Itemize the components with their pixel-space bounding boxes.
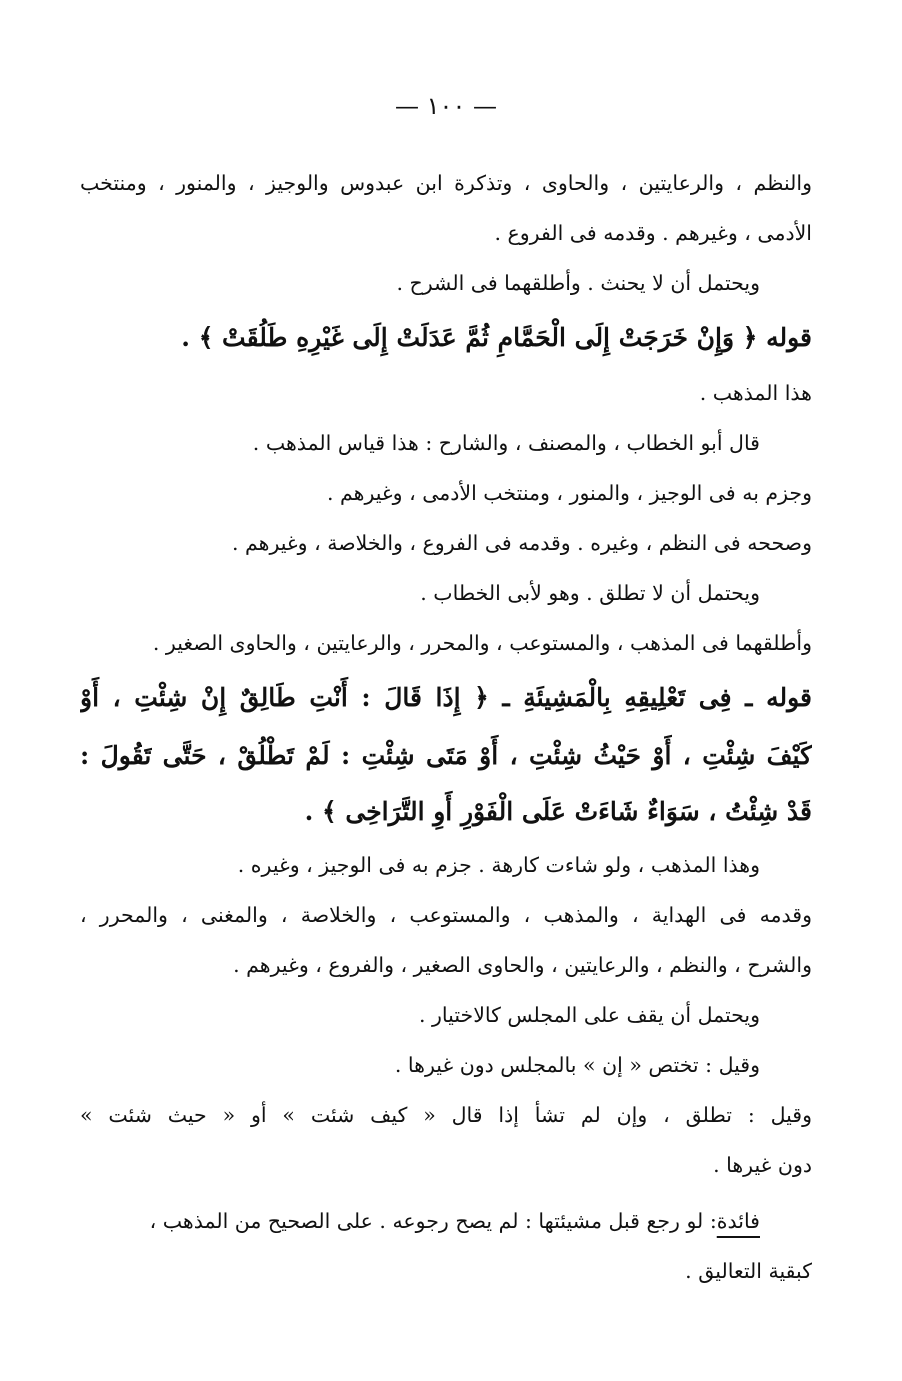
text-line: ويحتمل أن يقف على المجلس كالاختيار . xyxy=(418,1003,760,1027)
quoted-heading: قَدْ شِئْتُ ، سَوَاءٌ شَاءَتْ عَلَى الْفَوْرِ أَوِ التَّرَاخِى ﴾ . xyxy=(304,797,812,826)
text-line: وقدمه فى الهداية ، والمذهب ، والمستوعب ، والخلاصة ، والمغنى ، والمحرر ، xyxy=(80,903,812,927)
text-line: وجزم به فى الوجيز ، والمنور ، ومنتخب الأدمى ، وغيرهم . xyxy=(326,481,812,505)
text-line: والشرح ، والنظم ، والرعايتين ، والحاوى الصغير ، والفروع ، وغيرهم . xyxy=(233,953,812,977)
text-line: وقيل : تطلق ، وإن لم تشأ إذا قال « كيف شئت » أو « حيث شئت » xyxy=(80,1103,812,1127)
note-line xyxy=(80,1196,812,1246)
text-line: وصححه فى النظم ، وغيره . وقدمه فى الفروع ، والخلاصة ، وغيرهم . xyxy=(231,531,812,555)
quoted-heading: قوله ـ فِى تَعْلِيقِهِ بِالْمَشِيئَةِ ـ ﴿ إِذَا قَالَ : أَنْتِ طَالِقٌ إِنْ شِئْتِ ، أَوْ xyxy=(80,683,812,712)
text-line: وقيل : تختص « إن » بالمجلس دون غيرها . xyxy=(394,1053,760,1077)
note-label: فائدة xyxy=(716,1209,760,1233)
quoted-heading: كَيْفَ شِئْتِ ، أَوْ حَيْثُ شِئْتِ ، أَوْ مَتَى شِئْتِ : لَمْ تَطْلُقْ ، حَتَّى تَقُولَ : xyxy=(80,741,812,770)
text-line: والنظم ، والرعايتين ، والحاوى ، وتذكرة ابن عبدوس والوجيز ، والمنور ، ومنتخب xyxy=(80,171,812,195)
quoted-heading: قوله ﴿ وَإِنْ خَرَجَتْ إِلَى الْحَمَّامِ ثُمَّ عَدَلَتْ إِلَى غَيْرِهِ طَلُقَتْ ﴾ . xyxy=(181,323,812,352)
text-line: ويحتمل أن لا يحنث . وأطلقهما فى الشرح . xyxy=(396,271,760,295)
text-line: وهذا المذهب ، ولو شاءت كارهة . جزم به فى الوجيز ، وغيره . xyxy=(237,853,760,877)
text-line: ويحتمل أن لا تطلق . وهو لأبى الخطاب . xyxy=(420,581,760,605)
note-text: : لو رجع قبل مشيئتها : لم يصح رجوعه . على الصحيح من المذهب ، xyxy=(149,1209,717,1233)
text-line: الأدمى ، وغيرهم . وقدمه فى الفروع . xyxy=(494,221,812,245)
text-line: هذا المذهب . xyxy=(699,381,812,405)
text-line: وأطلقهما فى المذهب ، والمستوعب ، والمحرر ، والرعايتين ، والحاوى الصغير . xyxy=(152,631,812,655)
text-line: دون غيرها . xyxy=(713,1153,812,1177)
page-number: — ١٠٠ — xyxy=(395,92,497,120)
text-line: كبقية التعاليق . xyxy=(685,1259,812,1283)
book-page xyxy=(80,0,812,1381)
text-line: قال أبو الخطاب ، والمصنف ، والشارح : هذا قياس المذهب . xyxy=(252,431,760,455)
body-text xyxy=(80,158,812,1296)
